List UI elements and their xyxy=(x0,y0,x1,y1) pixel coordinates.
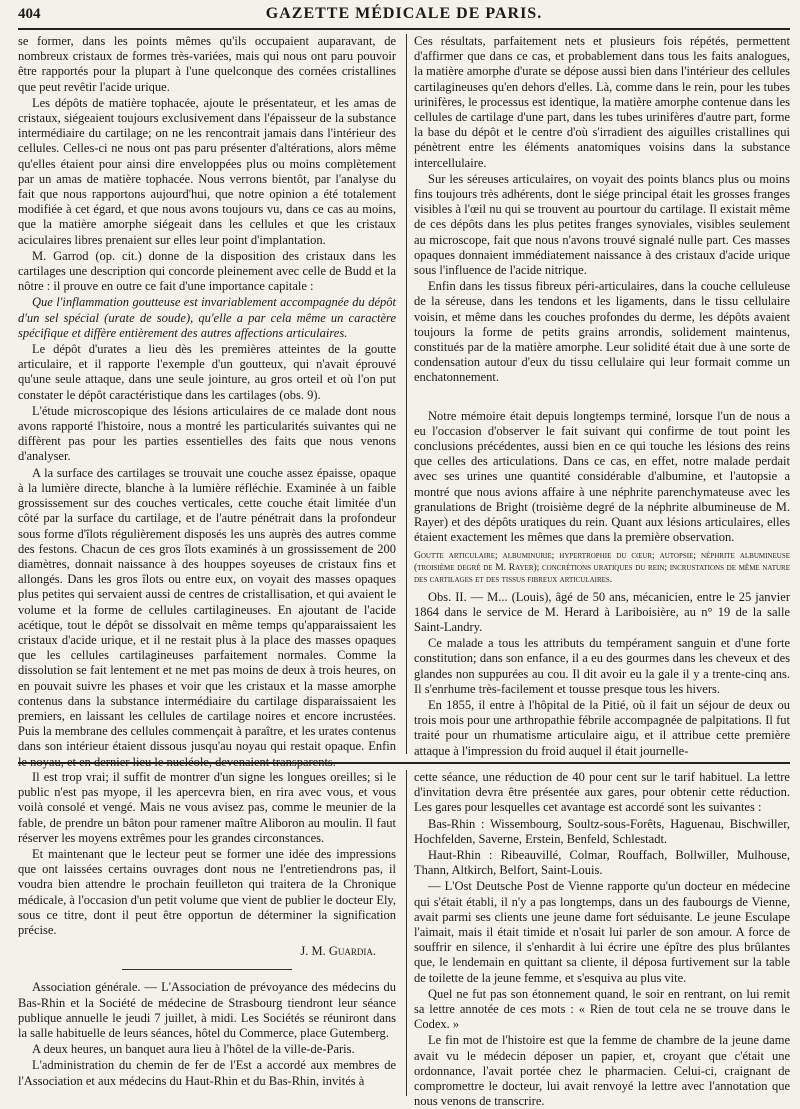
paragraph: — L'Ost Deutsche Post de Vienne rapporte qu'un docteur en médecine qui s'était établi, il n'y a pas longtemps, dans un des faubourgs de Vienne, avait parmi ses clients une jeune dame fort séduisante. Le jeune Esculape l'aimait, mais il était timide et n'osait lui parler de son amour. A force de souffrir en silence, il s'enhardit à lui écrire une épître des plus brûlantes que, le lendemain en quittant sa cliente, il déposa furtivement sur la table de toilette de la jeune femme, et s'esquiva au plus vite. xyxy=(414,879,790,985)
paragraph: Le fin mot de l'histoire est que la femme de chambre de la jeune dame avait vu le médecin déposer un papier, et, croyant que c'était une ordonnance, l'avait portée chez le pharmacien. Celui-ci, craignant de compromettre le docteur, lui avait renvoyé la lettre avec l'annotation que nous venons de transcrire. xyxy=(414,1033,790,1109)
top-left-column xyxy=(18,34,396,769)
journal-title: GAZETTE MÉDICALE DE PARIS. xyxy=(265,5,543,22)
feuilleton-divider xyxy=(18,762,790,764)
paragraph: se former, dans les points mêmes qu'ils occupaient auparavant, de nombreux cristaux de formes très-variées, mais qui nous ont paru pouvoir être rapportés pour la plupart à l'une quelconque des cornées cristallines que peut revêtir l'acide urique. xyxy=(18,34,396,94)
paragraph: L'étude microscopique des lésions articulaires de ce malade dont nous avons rapporté l'histoire, nous a montré les particularités suivantes qui ne diffèrent pas pour les parties essentielles des faits que nous venons d'analyser. xyxy=(18,403,396,464)
paragraph: Les dépôts de matière tophacée, ajoute le présentateur, et les amas de cristaux, siégeaient toujours exclusivement dans l'épaisseur de la substance intermédiaire du cartilage; on ne les rencontrait jamais dans l'intérieur des cellules. Celles-ci ne nous ont pas paru présenter d'altérations, alors même qu'elles étaient pour ainsi dire enveloppées plus ou moins complètement par un amas de matière tophacée. Nous verrons bientôt, par l'analyse du fait que nous rapportons aujourd'hui, que notre opinion a été totalement modifiée à cet égard, et que nous avons toujours vu, dans ce cas au moins, que la matière amorphe siégeait dans les cellules et que les cristaux aciculaires libres prenaient sur elles leur point d'implantation. xyxy=(18,95,396,247)
paragraph: A deux heures, un banquet aura lieu à l'hôtel de la ville-de-Paris. xyxy=(32,1042,355,1057)
bottom-right-column xyxy=(414,770,790,1109)
paragraph: Haut-Rhin : Ribeauvillé, Colmar, Rouffach, Bollwiller, Mulhouse, Thann, Altkirch, Belfort, Saint-Louis. xyxy=(414,848,790,878)
column-divider xyxy=(406,770,407,1096)
paragraph: A la surface des cartilages se trouvait une couche assez épaisse, opaque à la lumière directe, blanche à la lumière réfléchie. Examinée à un faible grossissement sur des couches verticales, cette couche était limitée d'un côté par la surface du cartilage, et de l'autre pénétrait dans la profondeur sous forme d'îlots régulièrement disposés les uns auprès des autres comme des festons. Chacun de ces gros îlots examinés à un grossissement de 200 diamètres, donnait naissance à des houppes soyeuses de cristaux fins et allongés. Dans les gros îlots ou entre eux, on voyait des masses opaques plus petites qui servaient aussi de centres de cristallisation, et qui avaient le volume et la forme de cellules cartilagineuses. En ajoutant de l'acide acétique, tout le dépôt se dissolvait en même temps qu'apparaissaient les cristaux d'acide urique, et il ne restait plus à la place des masses opaques que les cellules cartilagineuses parfaitement normales. Comme la dissolution se fait lentement et ne met pas moins de deux à trois heures, on en pouvait suivre les phases et voir que les cristaux et la masse amorphe contenus dans la substance intermédiaire du cartilage disparaissaient les premiers, en laissant les cellules de cartilage noires et encore incrustées. Puis la membrane des cellules commençait à paraître, et les urates contenus dans son intérieur étaient dissous jusqu'au noyau qui restait opaque. Enfin le noyau, et en dernier lieu le nucléole, devenaient transparents. xyxy=(18,465,396,769)
page-number: 404 xyxy=(18,5,41,22)
paragraph: Notre mémoire était depuis longtemps terminé, lorsque l'un de nous a eu l'occasion d'observer le fait suivant qui confirme de tout point les conclusions précédentes, aussi bien en ce qui touche les lésions des reins que celles des articulations. Dans ce cas, en effet, notre malade perdait avec ses urines une quantité considérable d'albumine, et l'autopsie a montré que nous avions affaire à une néphrite parenchymateuse avec les granulations de Bright (troisième degré de la néphrite albumineuse de M. Rayer) et des dépôts uratiques du rein. Quant aux lésions articulaires, elles étaient exactement les mêmes que dans la première observation. xyxy=(414,408,790,545)
paragraph: Le dépôt d'urates a lieu dès les premières atteintes de la goutte articulaire, et il rapporte l'exemple d'un goutteux, qui n'avait éprouvé qu'une seule attaque, dans une seule jointure, au gros orteil et où l'on put constater le dépôt caractéristique dans les cartilages (obs. 9). xyxy=(18,342,396,402)
paragraph: Obs. II. — M... (Louis), âgé de 50 ans, mécanicien, entre le 25 janvier 1864 dans le service de M. Herard à Lariboisière, au n° 19 de la salle Saint-Landry. xyxy=(414,589,790,634)
paragraph-quote: Que l'inflammation goutteuse est invariablement accompagnée du dépôt d'un sel spécial (urate de soude), qu'elle a par cela même un caractère spécifique et diffère entièrement des autres affections articulaires. xyxy=(18,295,396,340)
paragraph: Ces résultats, parfaitement nets et plusieurs fois répétés, permettent d'affirmer que dans ce cas, et probablement dans tous les faits analogues, la matière amorphe d'urate se dépose aussi bien dans l'intérieur des cellules cartilagineuses qu'en dehors d'elles. Là, comme dans le rein, pour les tubes urinifères, le processus est identique, la matière amorphe contenue dans les cellules de cartilage d'une part, dans les tubes urinifères d'autre part, forme la base du dépôt et le centre d'où s'irradient des aiguilles cristallines qui pénètrent entre les éléments anatomiques voisins dans la substance intercellulaire. xyxy=(414,34,790,170)
column-divider xyxy=(406,34,407,754)
paragraph: cette séance, une réduction de 40 pour cent sur le tarif habituel. La lettre d'invitation devra être présentée aux gares, pour obtenir cette réduction. Les gares pour lesquelles cet avantage est accordé sont les suivantes : xyxy=(414,770,790,815)
bottom-left-column xyxy=(18,770,396,1096)
paragraph: Bas-Rhin : Wissembourg, Soultz-sous-Forêts, Haguenau, Bischwiller, Hochfelden, Saverne, Erstein, Benfeld, Schlestadt. xyxy=(414,816,790,846)
author-signature: J. M. Guardia. xyxy=(300,944,376,959)
paragraph: Sur les séreuses articulaires, on voyait des points blancs plus ou moins fins toujours très adhérents, dont le siége principal était les grosses franges visibles à l'œil nu qui se trouvent au pourtour du cartilage. Il existait même de ces dépôts dans les plus petites franges synoviales, visibles seulement au microscope, fait que nous n'avons trouvé signalé nulle part. Ces masses opaques donnaient immédiatement naissance à des cristaux d'acide urique sous l'influence de l'acide nitrique. xyxy=(414,171,790,278)
paragraph: Association générale. — L'Association de prévoyance des médecins du Bas-Rhin et la Société de médecine de Strasbourg tiendront leur séance publique annuelle le jeudi 7 juillet, à midi. Les Sociétés se réuniront dans la salle habituelle de leurs séances, hôtel du Commerce, place Gutemberg. xyxy=(18,980,396,1041)
paragraph: Quel ne fut pas son étonnement quand, le soir en rentrant, on lui remit sa lettre annotée de ces mots : « Rien de tout cela ne se trouve dans le Codex. » xyxy=(414,986,790,1032)
paragraph: En 1855, il entre à l'hôpital de la Pitié, où il fait un séjour de deux ou trois mois pour une arthropathie fébrile accompagnée de palpitations. Il fut traité pour un rhumatisme articulaire aigu, et il attribue cette première attaque à l'impression du froid auquel il était journelle- xyxy=(414,697,790,758)
paragraph: Ce malade a tous les attributs du tempérament sanguin et d'une forte constitution; dans son enfance, il a eu des gourmes dans les cheveux et des glandes non suppurées au cou. Il dit avoir eu la gale il y a trente-cinq ans. Il s'enrhume très-facilement et tousse presque tous les hivers. xyxy=(414,636,790,696)
observation-heading: Goutte articulaire; albuminurie; hypertrophie du cœur; autopsie; néphrite albumineuse (troisième degré de M. Rayer); concrétions uratiques du rein; incrustations de même nature des cartilages et des tissus fibreux articulaires. xyxy=(414,550,790,585)
page-header xyxy=(18,0,790,30)
paragraph: L'administration du chemin de fer de l'Est a accordé aux membres de l'Association et aux médecins du Haut-Rhin et du Bas-Rhin, invités à xyxy=(18,1058,396,1088)
paragraph: M. Garrod (op. cit.) donne de la disposition des cristaux dans les cartilages une description qui concorde pleinement avec celle de Budd et la nôtre : il prouve en outre ce fait d'une importance capitale : xyxy=(18,248,396,294)
section-rule xyxy=(122,969,292,970)
top-right-column xyxy=(414,34,790,758)
paragraph: Et maintenant que le lecteur peut se former une idée des impressions que ont laissées certains ouvrages dont nous ne l'entretiendrons pas, il voudra bien attendre le prochain feuilleton qui traitera de la Chronique médicale, à l'occasion d'un petit volume que vient de publier le docteur Ely, sous ce titre, dont il peut être opportun de déterminer la signification précise. xyxy=(18,847,396,938)
paragraph: Il est trop vrai; il suffit de montrer d'un signe les longues oreilles; si le public n'est pas myope, il les apercevra bien, en rira avec vous, et vous voilà consolé et vengé. Mais ne vous avisez pas, comme le meunier de la fable, de prendre un bâton pour ramener maître Aliboron au moulin. Il faut réserver les moyens extrêmes pour les grandes circonstances. xyxy=(18,770,396,845)
paragraph: Enfin dans les tissus fibreux péri-articulaires, dans la couche celluleuse de la séreuse, dans les tendons et les ligaments, dans le tissu cellulaire voisin, et même dans les couches profondes du derme, les dépôts avaient toujours la forme de petits grains arrondis, solidement maintenus, constitués par de la matière amorphe. Leur solidité était due à une sorte de condensation autour d'eux du tissu cellulaire qui leur formait comme un enchatonnement. xyxy=(414,279,790,385)
